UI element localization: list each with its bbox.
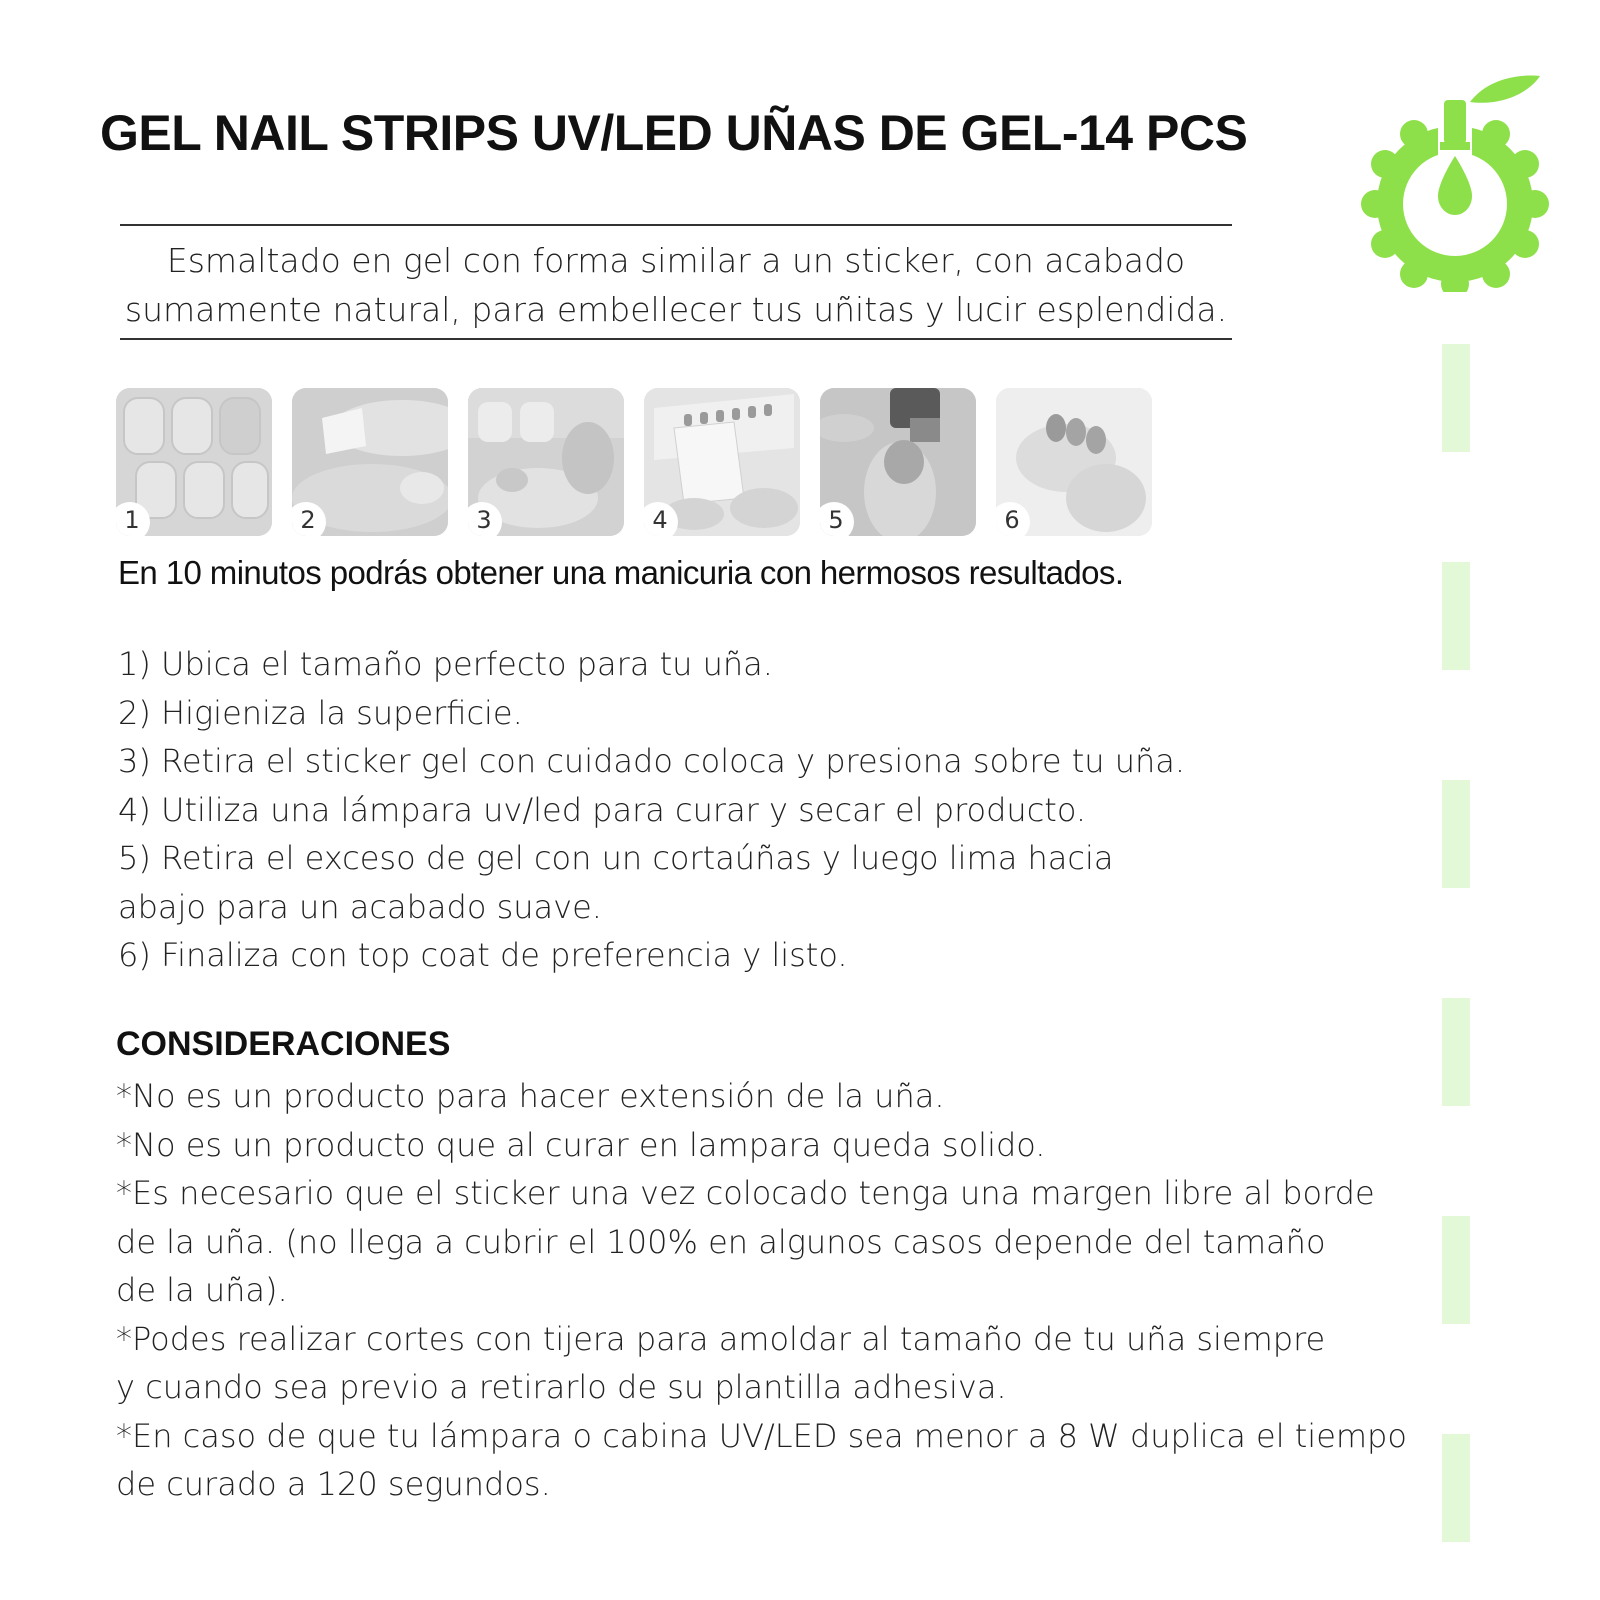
step-number: 1 [116, 502, 150, 536]
consideration-line: *En caso de que tu lámpara o cabina UV/LED sea menor a 8 W duplica el tiempo [116, 1416, 1407, 1455]
consideration-line: *Es necesario que el sticker una vez colocado tenga una margen libre al borde [116, 1174, 1375, 1212]
consideration-line: *No es un producto para hacer extensión de la uña. [116, 1077, 945, 1115]
consideration-line: de la uña). [116, 1271, 288, 1309]
instructions-list [118, 640, 1185, 980]
step-line: 1) Ubica el tamaño perfecto para tu uña. [118, 645, 773, 683]
page-title: GEL NAIL STRIPS UV/LED UÑAS DE GEL-14 PCS [100, 105, 1248, 161]
step-3-image [468, 388, 624, 536]
step-line: 6) Finaliza con top coat de preferencia y listo. [118, 936, 848, 974]
subheading: En 10 minutos podrás obtener una manicuria con hermosos resultados. [118, 554, 1124, 591]
side-decoration-bar [1442, 562, 1470, 670]
considerations-heading: CONSIDERACIONES [116, 1025, 451, 1063]
consideration-line: y cuando sea previo a retirarlo de su plantilla adhesiva. [116, 1368, 1007, 1406]
side-decoration-bar [1442, 1434, 1470, 1542]
side-decoration-bar [1442, 1216, 1470, 1324]
step-line: 3) Retira el sticker gel con cuidado coloca y presiona sobre tu uña. [118, 742, 1186, 780]
considerations-list [116, 1072, 1407, 1509]
step-4-image [644, 388, 800, 536]
bottom-divider [120, 338, 1232, 340]
brand-logo [1360, 72, 1560, 296]
side-decoration-bar [1442, 998, 1470, 1106]
description-line: Esmaltado en gel con forma similar a un sticker, con acabado [166, 241, 1186, 280]
description [120, 236, 1232, 334]
step-line: 2) Higieniza la superficie. [118, 693, 523, 732]
step-6-image [996, 388, 1152, 536]
consideration-line: de la uña. (no llega a cubrir el 100% en algunos casos depende del tamaño [116, 1222, 1326, 1261]
step-line: 4) Utiliza una lámpara uv/led para curar y secar el producto. [118, 790, 1087, 829]
step-line: abajo para un acabado suave. [118, 887, 602, 926]
step-number: 3 [468, 502, 502, 536]
consideration-line: *No es un producto que al curar en lampara queda solido. [116, 1125, 1046, 1164]
step-number: 4 [644, 502, 678, 536]
step-1-image [116, 388, 272, 536]
step-2-image [292, 388, 448, 536]
side-decoration-bar [1442, 344, 1470, 452]
step-number: 2 [292, 502, 326, 536]
step-number: 6 [996, 502, 1030, 536]
description-line: sumamente natural, para embellecer tus uñitas y lucir esplendida. [124, 290, 1228, 329]
consideration-line: de curado a 120 segundos. [116, 1465, 551, 1503]
consideration-line: *Podes realizar cortes con tijera para amoldar al tamaño de tu uña siempre [116, 1319, 1326, 1358]
step-5-image [820, 388, 976, 536]
side-decoration-bar [1442, 780, 1470, 888]
step-number: 5 [820, 502, 854, 536]
top-divider [120, 224, 1232, 226]
step-line: 5) Retira el exceso de gel con un cortaúñas y luego lima hacia [118, 839, 1114, 877]
